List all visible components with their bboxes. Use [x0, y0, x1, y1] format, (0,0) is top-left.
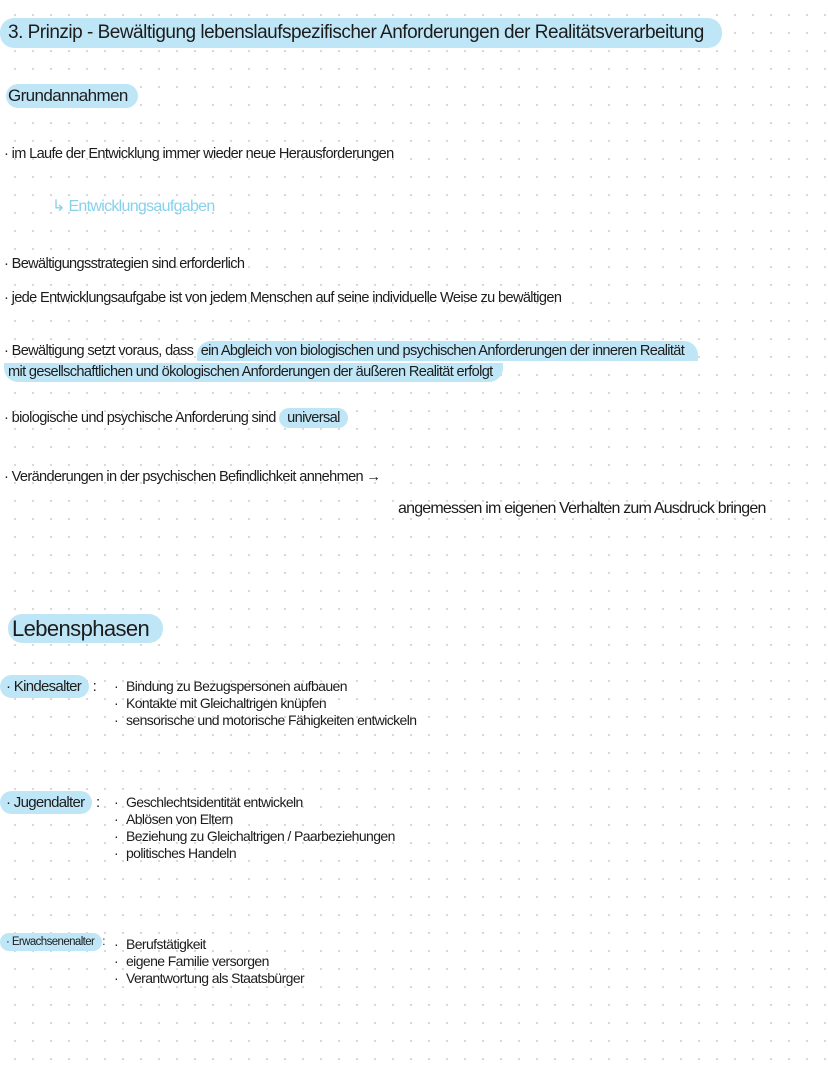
phase-separator: :: [95, 794, 100, 811]
note-line: · Veränderungen in der psychischen Befindlichkeit annehmen →: [4, 469, 381, 485]
note-line: [4, 364, 503, 381]
note-line: · jede Entwicklungsaufgabe ist von jedem Menschen auf seine individuelle Weise zu bewältigen: [4, 290, 562, 306]
phase-separator: :: [102, 936, 105, 948]
list-item: · eigene Familie versorgen: [114, 953, 269, 969]
section-heading-grundannahmen: [6, 84, 138, 108]
lebensphasen-label: Lebensphasen: [8, 614, 163, 643]
list-item-text: Beziehung zu Gleichaltrigen / Paarbeziehungen: [126, 828, 395, 844]
phase-label-text: · Kindesalter: [0, 675, 89, 698]
phase-separator: :: [92, 678, 97, 695]
list-item: · Beziehung zu Gleichaltrigen / Paarbeziehungen: [114, 828, 395, 844]
note-line: [4, 343, 698, 360]
note-line: [4, 410, 348, 427]
list-item-text: Verantwortung als Staatsbürger: [126, 970, 305, 986]
note-subpoint-entwicklungsaufgaben: ↳ Entwicklungsaufgaben: [52, 198, 215, 215]
list-item-text: Geschlechtsidentität entwickeln: [126, 794, 303, 810]
note-text: · biologische und psychische Anforderung sind: [4, 410, 280, 426]
phase-item-list: [114, 794, 395, 862]
note-line-continuation: angemessen im eigenen Verhalten zum Ausdruck bringen: [398, 500, 766, 517]
section-heading-lebensphasen: [8, 614, 163, 643]
list-item-text: eigene Familie versorgen: [126, 953, 269, 969]
list-item: · politisches Handeln: [114, 845, 237, 861]
page-title: [0, 18, 704, 48]
phase-label-text: · Jugendalter: [0, 791, 92, 814]
list-item-text: Ablösen von Eltern: [126, 811, 233, 827]
phase-item-list: [114, 936, 304, 987]
list-item-text: Kontakte mit Gleichaltrigen knüpfen: [126, 695, 327, 711]
note-line: · Bewältigungsstrategien sind erforderlich: [4, 256, 245, 272]
list-item: · Kontakte mit Gleichaltrigen knüpfen: [114, 695, 327, 711]
phase-label: [0, 936, 105, 948]
phase-label-text: · Erwachsenenalter: [0, 933, 102, 951]
note-highlight: mit gesellschaftlichen und ökologischen Anforderungen der äußeren Realität erfolgt: [4, 363, 503, 382]
list-item: · Bindung zu Bezugspersonen aufbauen: [114, 678, 347, 694]
title-text: 3. Prinzip - Bewältigung lebenslaufspezifischer Anforderungen der Realitätsverarbeitung: [8, 22, 704, 43]
note-highlight: ein Abgleich von biologischen und psychischen Anforderungen der inneren Realität: [197, 341, 698, 361]
list-item: · Berufstätigkeit: [114, 936, 206, 952]
list-item-text: Bindung zu Bezugspersonen aufbauen: [126, 678, 347, 694]
phase-label: [0, 794, 99, 811]
title-highlight: [0, 18, 722, 48]
phase-label: [0, 678, 96, 695]
list-item: · sensorische und motorische Fähigkeiten entwickeln: [114, 712, 417, 728]
list-item: · Geschlechtsidentität entwickeln: [114, 794, 303, 810]
note-text: · Bewältigung setzt voraus, dass: [4, 343, 197, 359]
list-item-text: sensorische und motorische Fähigkeiten entwickeln: [126, 712, 417, 728]
list-item: · Ablösen von Eltern: [114, 811, 233, 827]
list-item-text: politisches Handeln: [126, 845, 237, 861]
list-item: · Verantwortung als Staatsbürger: [114, 970, 305, 986]
grundannahmen-label: Grundannahmen: [6, 84, 138, 108]
phase-item-list: [114, 678, 416, 729]
note-line: · im Laufe der Entwicklung immer wieder neue Herausforderungen: [4, 146, 394, 162]
list-item-text: Berufstätigkeit: [126, 936, 206, 952]
note-highlight-universal: universal: [279, 408, 348, 428]
